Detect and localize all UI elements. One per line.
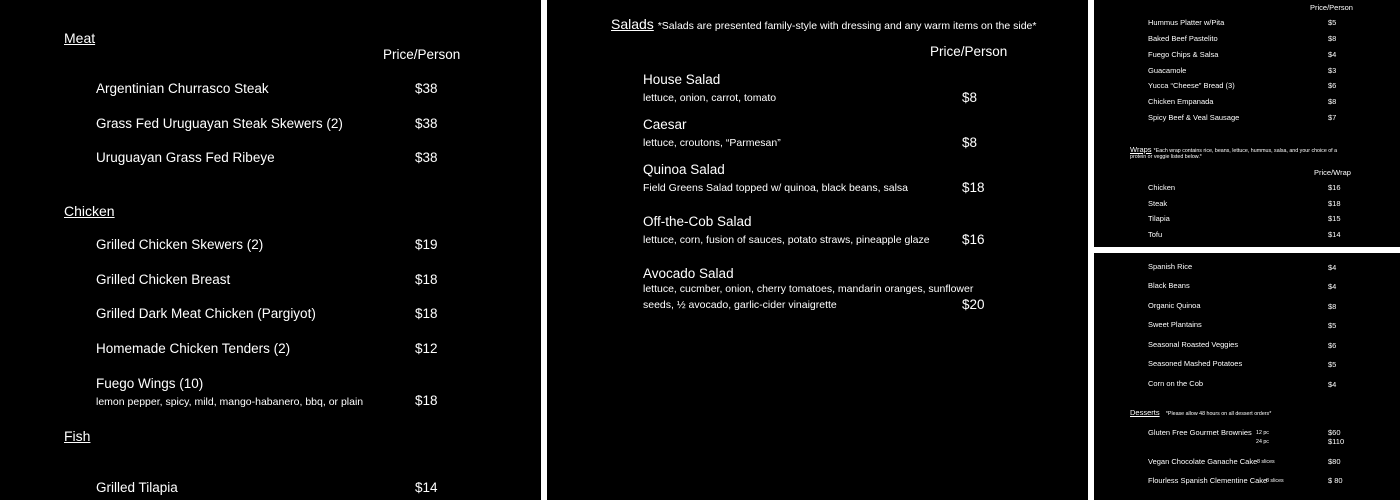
salad-price: $18: [962, 180, 985, 195]
price-header: Price/Wrap: [1314, 168, 1351, 177]
wraps-note-continued: protein or veggie listed below.*: [1130, 154, 1202, 160]
menu-item-name: Homemade Chicken Tenders (2): [96, 341, 291, 356]
salad-description: lettuce, croutons, “Parmesan”: [643, 137, 781, 149]
section-title-meat: Meat: [64, 30, 96, 46]
wrap-name: Tofu: [1148, 230, 1163, 239]
menu-item-price: $5: [1328, 18, 1337, 27]
menu-item-price: $6: [1328, 81, 1337, 90]
dessert-price: $110: [1328, 437, 1345, 446]
menu-item-price: $8: [1328, 97, 1337, 106]
menu-item-price: $38: [415, 81, 438, 96]
side-name: Spanish Rice: [1148, 262, 1193, 271]
wraps-note: *Each wrap contains rice, beans, lettuce, hummus, salsa, and your choice of a: [1153, 148, 1338, 154]
dessert-size: 24 pc: [1256, 439, 1269, 445]
menu-item-name: Grass Fed Uruguayan Steak Skewers (2): [96, 116, 343, 131]
price-header: Price/Person: [383, 47, 461, 62]
salads-note: *Salads are presented family-style with dressing and any warm items on the side*: [657, 20, 1037, 32]
wrap-name: Chicken: [1148, 183, 1176, 192]
wrap-price: $14: [1328, 230, 1341, 239]
salad-price: $8: [962, 90, 978, 105]
dessert-price: $60: [1328, 428, 1341, 437]
menu-item-description: lemon pepper, spicy, mild, mango-habanero, bbq, or plain: [96, 396, 364, 408]
salad-name: Caesar: [643, 117, 687, 132]
menu-page-meat-chicken-fish: [0, 0, 541, 500]
section-title-chicken: Chicken: [64, 203, 115, 219]
menu-item-price: $19: [415, 237, 438, 252]
side-name: Black Beans: [1148, 281, 1190, 290]
menu-item-price: $38: [415, 150, 438, 165]
menu-item-name: Baked Beef Pastelito: [1148, 34, 1218, 43]
salad-name: Quinoa Salad: [643, 162, 725, 177]
salad-name: Off-the-Cob Salad: [643, 214, 752, 229]
menu-item-name: Guacamole: [1148, 66, 1187, 75]
side-name: Seasoned Mashed Potatoes: [1148, 359, 1243, 368]
side-price: $6: [1328, 341, 1337, 350]
menu-page-appetizers-wraps: [1094, 0, 1400, 247]
salad-price: $8: [962, 135, 978, 150]
salad-price: $20: [962, 297, 985, 312]
wrap-price: $18: [1328, 199, 1341, 208]
menu-item-price: $18: [415, 272, 438, 287]
salad-name: House Salad: [643, 72, 721, 87]
menu-page-salads: [547, 0, 1088, 500]
side-name: Seasonal Roasted Veggies: [1148, 340, 1239, 349]
menu-item-price: $38: [415, 116, 438, 131]
menu-item-name: Grilled Dark Meat Chicken (Pargiyot): [96, 306, 316, 321]
side-name: Corn on the Cob: [1148, 379, 1204, 388]
menu-item-name: Hummus Platter w/Pita: [1148, 18, 1225, 27]
dessert-size: 8 slices: [1257, 459, 1275, 465]
dessert-size: 8 slices: [1266, 478, 1284, 484]
dessert-price: $80: [1328, 457, 1341, 466]
section-title-salads: [611, 16, 1036, 32]
price-header: Price/Person: [1310, 3, 1353, 12]
side-price: $8: [1328, 302, 1337, 311]
side-price: $4: [1328, 282, 1337, 291]
salad-price: $16: [962, 232, 985, 247]
menu-item-price: $18: [415, 393, 438, 408]
menu-item-name: Spicy Beef & Veal Sausage: [1148, 113, 1240, 122]
salad-description-continued: seeds, ½ avocado, garlic-cider vinaigrette: [643, 299, 837, 311]
wrap-price: $15: [1328, 214, 1341, 223]
wraps-title: Wraps: [1130, 145, 1152, 154]
side-price: $4: [1328, 263, 1337, 272]
menu-page-sides-desserts: [1094, 253, 1400, 500]
side-name: Organic Quinoa: [1148, 301, 1201, 310]
salad-description: lettuce, cucmber, onion, cherry tomatoes, mandarin oranges, sunflower: [643, 283, 974, 295]
menu-item-name: Argentinian Churrasco Steak: [96, 81, 269, 96]
dessert-name: Vegan Chocolate Ganache Cake: [1148, 457, 1258, 466]
salad-description: Field Greens Salad topped w/ quinoa, black beans, salsa: [643, 182, 908, 194]
side-price: $5: [1328, 321, 1337, 330]
salad-description: lettuce, corn, fusion of sauces, potato straws, pineapple glaze: [643, 234, 930, 246]
side-price: $4: [1328, 380, 1337, 389]
section-title-fish: Fish: [64, 428, 91, 444]
menu-item-price: $4: [1328, 50, 1337, 59]
wrap-name: Steak: [1148, 199, 1168, 208]
salad-description: lettuce, onion, carrot, tomato: [643, 92, 777, 104]
menu-item-name: Grilled Chicken Breast: [96, 272, 231, 287]
menu-item-name: Grilled Tilapia: [96, 480, 178, 495]
section-title-desserts: [1130, 408, 1271, 417]
section-title-wraps: [1130, 145, 1337, 154]
menu-item-name: Chicken Empanada: [1148, 97, 1214, 106]
menu-item-price: $3: [1328, 66, 1337, 75]
price-header: Price/Person: [930, 44, 1008, 59]
salads-title: Salads: [611, 16, 654, 32]
side-price: $5: [1328, 360, 1337, 369]
dessert-name: Gluten Free Gourmet Brownies: [1148, 428, 1252, 437]
menu-item-name: Yucca “Cheese” Bread (3): [1148, 81, 1235, 90]
dessert-name: Flourless Spanish Clementine Cake: [1148, 476, 1268, 485]
desserts-title: Desserts: [1130, 408, 1160, 417]
menu-item-price: $7: [1328, 113, 1337, 122]
menu-item-name: Fuego Chips & Salsa: [1148, 50, 1219, 59]
menu-item-name: Uruguayan Grass Fed Ribeye: [96, 150, 275, 165]
dessert-price: $ 80: [1328, 476, 1343, 485]
dessert-size: 12 pc: [1256, 430, 1269, 436]
desserts-note: *Please allow 48 hours on all dessert orders*: [1165, 411, 1272, 417]
menu-item-name: Fuego Wings (10): [96, 376, 204, 391]
menu-item-name: Grilled Chicken Skewers (2): [96, 237, 264, 252]
menu-item-price: $12: [415, 341, 438, 356]
menu-item-price: $8: [1328, 34, 1337, 43]
wrap-price: $16: [1328, 183, 1341, 192]
side-name: Sweet Plantains: [1148, 320, 1202, 329]
wrap-name: Tilapia: [1148, 214, 1170, 223]
salad-name: Avocado Salad: [643, 266, 734, 281]
menu-item-price: $14: [415, 480, 438, 495]
menu-item-price: $18: [415, 306, 438, 321]
